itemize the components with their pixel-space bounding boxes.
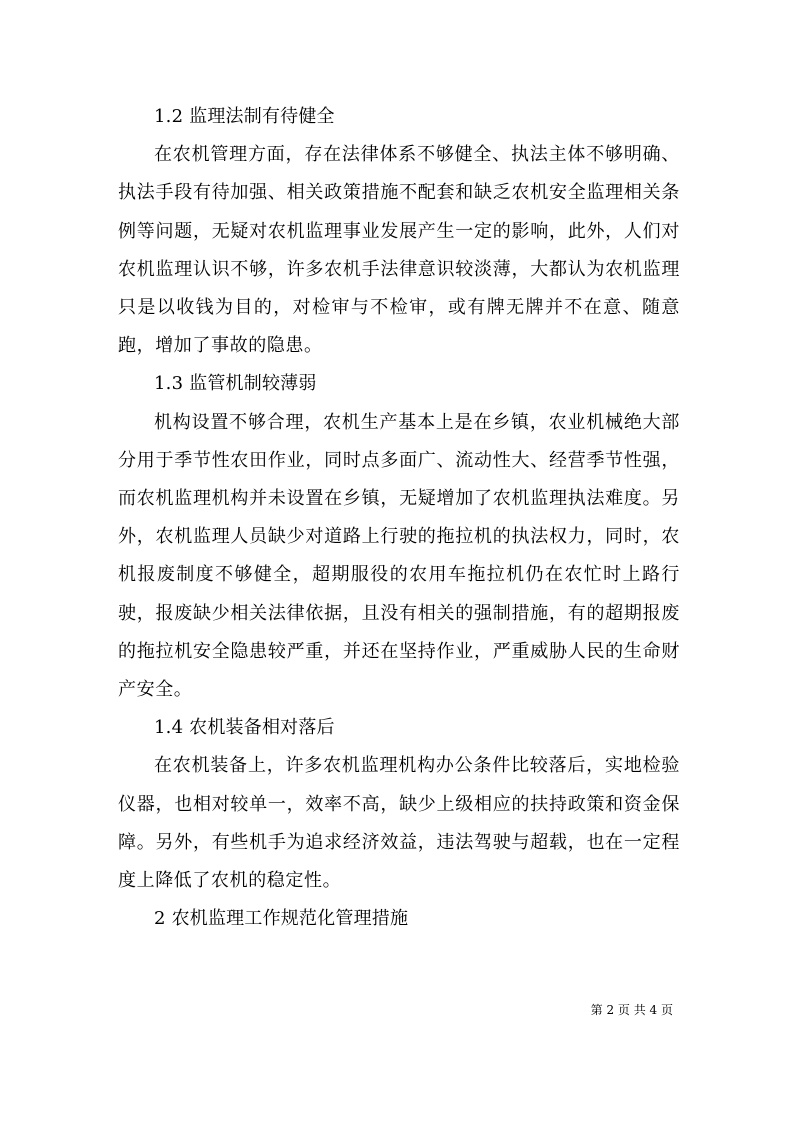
section-heading-1-4: 1.4 农机装备相对落后	[154, 717, 335, 739]
paragraph-supervision-mechanism: 机构设置不够合理，农机生产基本上是在乡镇，农业机械绝大部分用于季节性农田作业，同时点多面广、流动性大、经营季节性强，而农机监理机构并未设置在乡镇，无疑增加了农机监理执法难度。另外，农机监理人员缺少对道路上行驶的拖拉机的执法权力，同时，农机报废制度不够健全，超期服役的农用车拖拉机仍在农忙时上路行驶，报废缺少相关法律依据，且没有相关的强制措施，有的超期报废的拖拉机安全隐患较严重，并还在坚持作业，严重威胁人民的生命财产安全。	[118, 411, 680, 701]
section-heading-2: 2 农机监理工作规范化管理措施	[154, 908, 409, 930]
section-heading-1-2: 1.2 监理法制有待健全	[154, 106, 335, 127]
paragraph-law-system: 在农机管理方面，存在法律体系不够健全、执法主体不够明确、执法手段有待加强、相关政策措施不配套和缺乏农机安全监理相关条例等问题，无疑对农机监理事业发展产生一定的影响，此外，人们对农机监理认识不够，许多农机手法律意识较淡薄，大都认为农机监理只是以收钱为目的，对检审与不检审，或有牌无牌并不在意、随意跑，增加了事故的隐患。	[118, 144, 680, 357]
paragraph-equipment: 在农机装备上，许多农机监理机构办公条件比较落后，实地检验仪器，也相对较单一，效率不高，缺少上级相应的扶持政策和资金保障。另外，有些机手为追求经济效益，违法驾驶与超载，也在一定程度上降低了农机的稳定性。	[118, 755, 680, 892]
document-body	[118, 98, 680, 938]
page-number-footer: 第 2 页 共 4 页	[590, 1003, 673, 1017]
section-heading-1-3: 1.3 监管机制较薄弱	[154, 373, 317, 395]
